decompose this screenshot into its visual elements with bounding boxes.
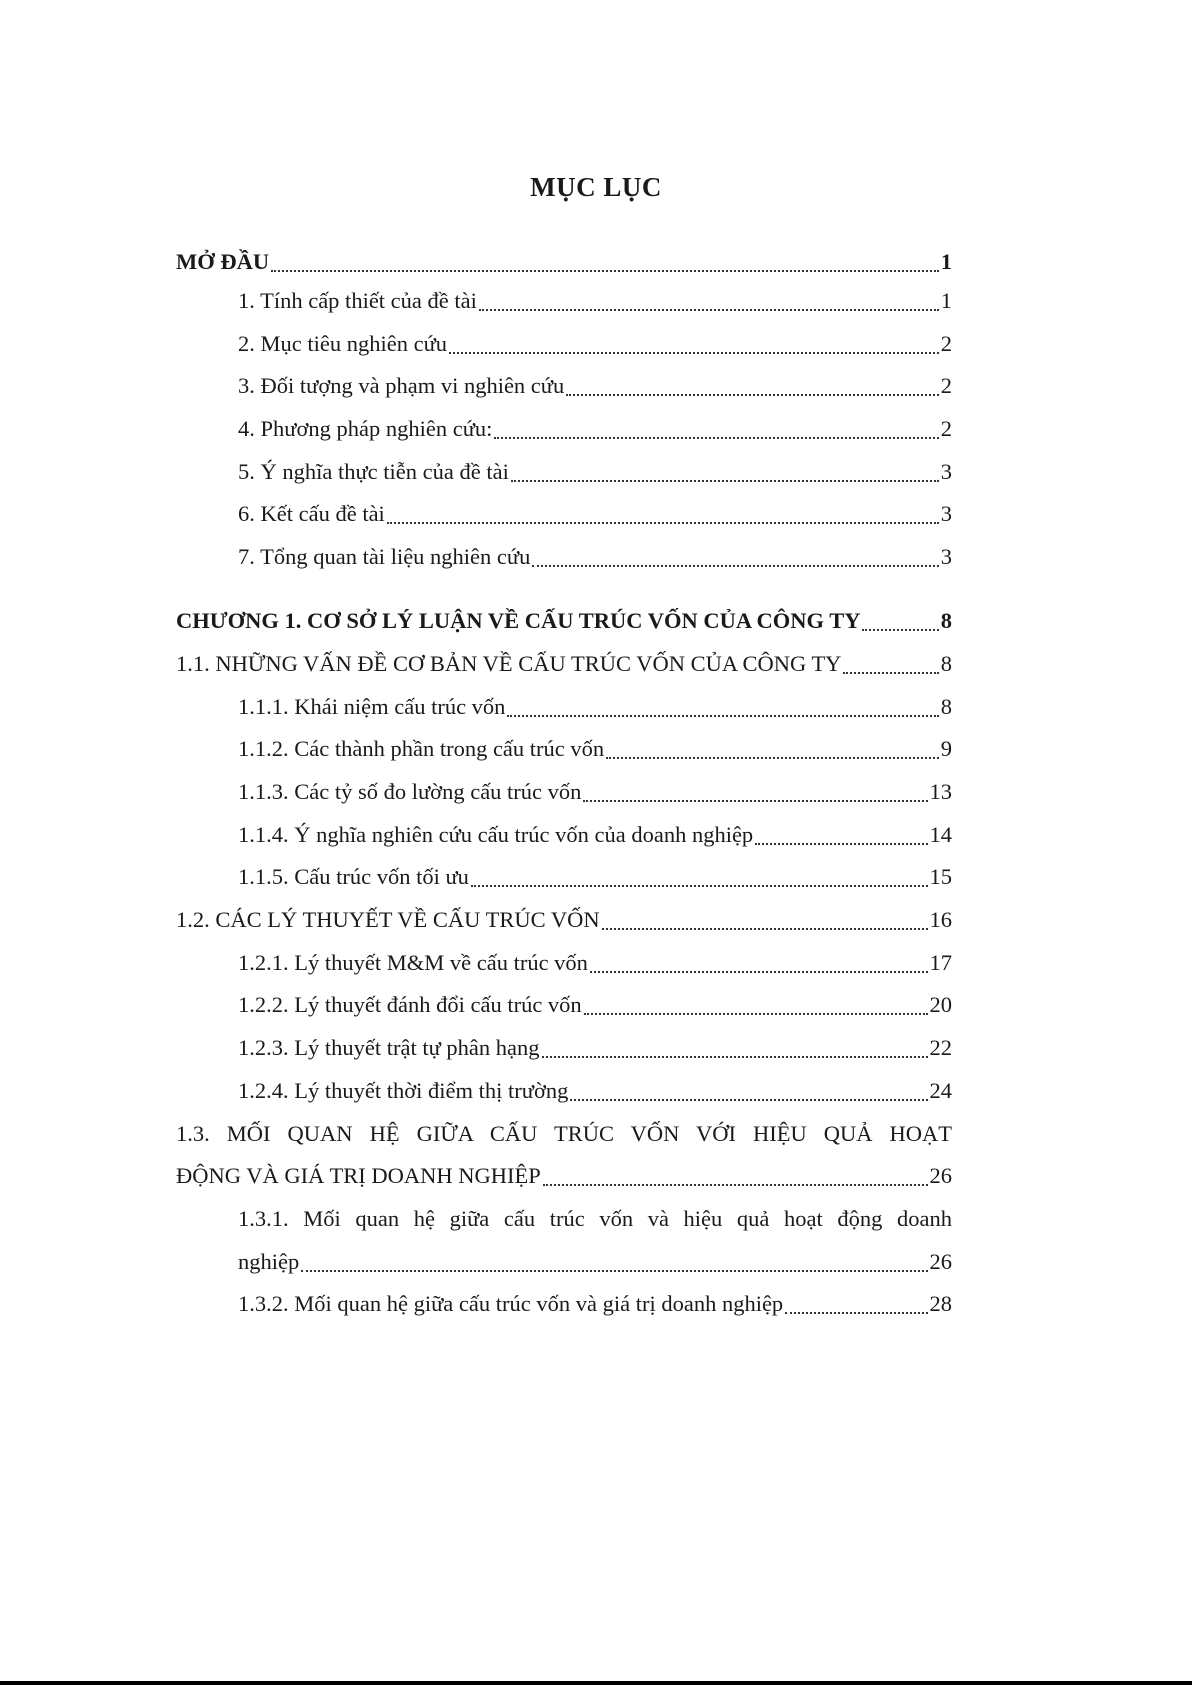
- toc-entry-page: 13: [929, 779, 952, 804]
- toc-entry-label: MỞ ĐẦU: [176, 249, 270, 274]
- page-title: MỤC LỤC: [530, 172, 662, 202]
- toc-entry-page: 16: [929, 907, 952, 932]
- toc-entry-label: 1.1.3. Các tỷ số đo lường cấu trúc vốn: [238, 779, 582, 804]
- toc-entry[interactable]: [238, 369, 952, 403]
- toc-entry-label: 1.2.2. Lý thuyết đánh đổi cấu trúc vốn: [238, 992, 582, 1017]
- toc-entry-label: 7. Tổng quan tài liệu nghiên cứu: [238, 544, 531, 569]
- toc-entry-page: 26: [929, 1249, 952, 1274]
- toc-entry-label: 1. Tính cấp thiết của đề tài: [238, 288, 477, 313]
- dot-leader: [479, 309, 939, 311]
- dot-leader: [843, 672, 938, 674]
- dot-leader: [543, 1184, 928, 1186]
- toc-entry-page: 8: [940, 694, 952, 719]
- toc-entry-page: 28: [929, 1291, 952, 1316]
- toc-entry[interactable]: [238, 690, 952, 724]
- toc-entry-label: 1.2.3. Lý thuyết trật tự phân hạng: [238, 1035, 540, 1060]
- dot-leader: [755, 843, 927, 845]
- toc-entry-page: 15: [929, 864, 952, 889]
- toc-entry-page: 3: [940, 459, 952, 484]
- toc-entry[interactable]: [238, 1031, 952, 1065]
- dot-leader: [602, 928, 928, 930]
- toc-entry-label: 3. Đối tượng và phạm vi nghiên cứu: [238, 373, 565, 398]
- toc-entry[interactable]: [238, 1287, 952, 1321]
- toc-entry-label: 1.1.4. Ý nghĩa nghiên cứu cấu trúc vốn của doanh nghiệp: [238, 822, 754, 847]
- toc-entry[interactable]: [238, 1074, 952, 1108]
- toc-entry-page: 1: [940, 249, 952, 274]
- toc-entry[interactable]: [238, 818, 952, 852]
- toc-entry-page: 20: [929, 992, 952, 1017]
- toc-entry[interactable]: [238, 455, 952, 489]
- toc-entry[interactable]: [238, 327, 952, 361]
- toc-entry-section[interactable]: [176, 647, 952, 681]
- toc-entry-label: nghiệp: [238, 1249, 300, 1274]
- dot-leader: [471, 885, 928, 887]
- dot-leader: [606, 757, 939, 759]
- toc-entry-page: 17: [929, 950, 952, 975]
- dot-leader: [584, 1013, 928, 1015]
- toc-entry-page: 3: [940, 544, 952, 569]
- toc-entry-page: 8: [940, 608, 952, 633]
- toc-entry-page: 9: [940, 736, 952, 761]
- dot-leader: [271, 270, 939, 272]
- toc-entry-label: 5. Ý nghĩa thực tiễn của đề tài: [238, 459, 509, 484]
- toc-entry-label: 1.1. NHỮNG VẤN ĐỀ CƠ BẢN VỀ CẤU TRÚC VỐN CỦA CÔNG TY: [176, 651, 842, 676]
- toc-entry[interactable]: [238, 860, 952, 894]
- dot-leader: [583, 800, 927, 802]
- toc-entry-label: 1.1.1. Khái niệm cấu trúc vốn: [238, 694, 506, 719]
- toc-entry[interactable]: [238, 497, 952, 531]
- toc-entry-label: ĐỘNG VÀ GIÁ TRỊ DOANH NGHIỆP: [176, 1163, 541, 1188]
- dot-leader: [570, 1099, 927, 1101]
- dot-leader: [449, 352, 939, 354]
- toc-entry-label: 1.2.1. Lý thuyết M&M về cấu trúc vốn: [238, 950, 588, 975]
- dot-leader: [301, 1270, 927, 1272]
- toc-entry[interactable]: [238, 1245, 952, 1279]
- dot-leader: [494, 437, 938, 439]
- toc-entry-page: 24: [929, 1078, 952, 1103]
- toc-entry-page: 8: [940, 651, 952, 676]
- toc-entry-section[interactable]: [176, 903, 952, 937]
- toc-entry-page: 2: [940, 331, 952, 356]
- toc-entry-mo-dau[interactable]: [176, 245, 952, 279]
- toc-entry-label: CHƯƠNG 1. CƠ SỞ LÝ LUẬN VỀ CẤU TRÚC VỐN CỦA CÔNG TY: [176, 608, 861, 633]
- toc-entry[interactable]: [238, 775, 952, 809]
- toc-entry-label: 1.1.2. Các thành phần trong cấu trúc vốn: [238, 736, 605, 761]
- toc-entry-label: 2. Mục tiêu nghiên cứu: [238, 331, 448, 356]
- toc-entry-first-line[interactable]: 1.3.1. Mối quan hệ giữa cấu trúc vốn và hiệu quả hoạt động doanh: [238, 1206, 952, 1231]
- toc-entry-page: 22: [929, 1035, 952, 1060]
- toc-entry-chapter-1[interactable]: [176, 604, 952, 638]
- toc-entry-page: 3: [940, 501, 952, 526]
- dot-leader: [511, 480, 939, 482]
- toc-entry[interactable]: [238, 284, 952, 318]
- toc-entry-page: 2: [940, 373, 952, 398]
- toc-entry-label: 1.2.4. Lý thuyết thời điểm thị trường: [238, 1078, 569, 1103]
- dot-leader: [507, 715, 938, 717]
- toc-entry-label: 1.1.5. Cấu trúc vốn tối ưu: [238, 864, 469, 889]
- toc-entry[interactable]: [238, 732, 952, 766]
- dot-leader: [387, 522, 939, 524]
- toc-entry-page: 2: [940, 416, 952, 441]
- dot-leader: [590, 971, 928, 973]
- toc-entry-section-first-line[interactable]: 1.3. MỐI QUAN HỆ GIỮA CẤU TRÚC VỐN VỚI HIỆU QUẢ HOẠT: [176, 1121, 952, 1146]
- toc-entry-page: 26: [929, 1163, 952, 1188]
- toc-entry[interactable]: [238, 946, 952, 980]
- toc-entry-label: 6. Kết cấu đề tài: [238, 501, 385, 526]
- toc-entry-page: 14: [929, 822, 952, 847]
- dot-leader: [862, 629, 938, 631]
- dot-leader: [566, 394, 939, 396]
- toc-entry-section[interactable]: [176, 1159, 952, 1193]
- page-bottom-edge: [0, 1681, 1192, 1685]
- toc-entry-page: 1: [940, 288, 952, 313]
- toc-entry-label: 4. Phương pháp nghiên cứu:: [238, 416, 493, 441]
- dot-leader: [542, 1056, 928, 1058]
- toc-entry-label: 1.3.2. Mối quan hệ giữa cấu trúc vốn và giá trị doanh nghiệp: [238, 1291, 784, 1316]
- dot-leader: [532, 565, 938, 567]
- dot-leader: [785, 1312, 927, 1314]
- toc-entry-label: 1.2. CÁC LÝ THUYẾT VỀ CẤU TRÚC VỐN: [176, 907, 600, 932]
- toc-entry[interactable]: [238, 540, 952, 574]
- toc-entry[interactable]: [238, 988, 952, 1022]
- toc-entry[interactable]: [238, 412, 952, 446]
